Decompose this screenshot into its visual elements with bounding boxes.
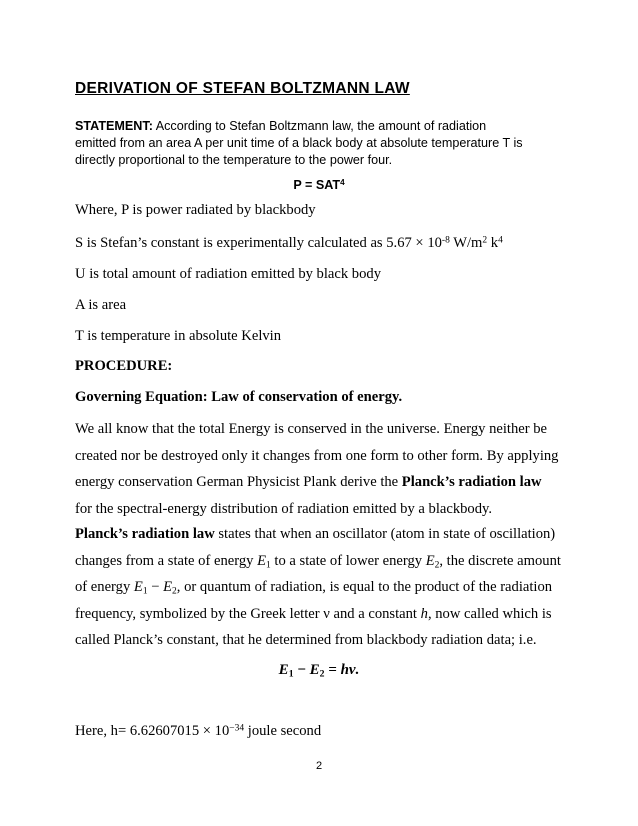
energy-e2: E [425,552,435,569]
paragraph-2-line-5: called Planck’s constant, that he determined from blackbody radiation data; i.e. [75,632,537,648]
eq-e1: E [278,662,289,678]
stefan-formula-exponent: 4 [340,177,345,187]
definition-a: A is area [75,297,127,313]
definition-s-unit-2: k [487,235,499,251]
planck-constant-unit: joule second [244,723,322,739]
statement-line-3: directly proportional to the temperature to the power four. [75,153,393,167]
energy-e1-b: E [133,579,143,595]
statement-line-2: emitted from an area A per unit time of a black body at absolute temperature T is [75,136,523,150]
energy-e1-subscript: 1 [266,559,271,570]
energy-e1: E [257,552,267,569]
planck-law-term: Planck’s radiation law [401,474,542,490]
definition-p: Where, P is power radiated by blackbody [75,202,316,218]
paragraph-1-line-2: created nor be destroyed only it changes from one form to other form. By applying [75,447,559,464]
statement-label: STATEMENT: [75,119,153,133]
page-title: DERIVATION OF STEFAN BOLTZMANN LAW [75,80,410,97]
paragraph-2-line-4a: frequency, symbolized by the Greek letter ν and a constant [75,605,421,622]
planck-constant-value [75,723,321,740]
energy-equation [0,662,638,679]
energy-conservation-paragraph [75,416,565,522]
paragraph-2-line-1: states that when an oscillator (atom in state of oscillation) [214,526,556,542]
eq-e2: E [309,662,320,678]
paragraph-2-line-3a: of energy [75,579,134,595]
definition-s [75,235,503,252]
definition-s-unit-1-exponent: 2 [482,235,488,246]
planck-constant-text: Here, h= 6.62607015 × 10 [75,723,230,739]
eq-e1-subscript: 1 [288,668,294,680]
stefan-formula [0,178,638,192]
definition-u: U is total amount of radiation emitted by black body [75,266,381,282]
definition-s-unit-1: W/m [449,235,483,251]
planck-h: h [420,605,428,622]
statement-line-1: According to Stefan Boltzmann law, the amount of radiation [152,119,487,133]
eq-minus: − [293,662,310,678]
energy-e2-subscript: 2 [434,559,440,570]
eq-rhs: = hν. [324,662,360,678]
paragraph-1-line-4: for the spectral-energy distribution of radiation emitted by a blackbody. [75,500,493,517]
paragraph-2-line-2a: changes from a state of energy [75,552,258,569]
definition-s-unit-2-exponent: 4 [498,235,503,246]
paragraph-2-line-3c: , or quantum of radiation, is equal to the product of the radiation [176,579,553,595]
paragraph-2-line-2c: , the discrete amount [439,552,561,569]
paragraph-2-line-4b: , now called which is [427,605,552,622]
paragraph-2-line-2b: to a state of lower energy [270,552,426,569]
energy-e1-b-subscript: 1 [142,586,148,597]
paragraph-1-line-1: We all know that the total Energy is conserved in the universe. Energy neither be [75,421,548,437]
energy-e2-b-subscript: 2 [172,586,177,597]
definition-s-text: S is Stefan’s constant is experimentally calculated as 5.67 × 10 [75,235,442,251]
procedure-heading: PROCEDURE: [75,358,173,374]
stefan-formula-lhs: P = SAT [293,178,341,192]
eq-e2-subscript: 2 [319,668,325,680]
paragraph-1-line-3: energy conservation German Physicist Plank derive the [75,474,402,490]
page-number: 2 [315,760,323,772]
planck-law-paragraph [75,521,565,654]
governing-equation-heading: Governing Equation: Law of conservation of energy. [75,389,403,405]
planck-law-term-2: Planck’s radiation law [75,526,215,542]
definition-s-exponent: -8 [441,235,450,246]
energy-e2-b: E [163,579,173,595]
planck-constant-exponent: −34 [229,723,245,734]
statement-paragraph [75,118,565,169]
definition-t: T is temperature in absolute Kelvin [75,328,282,344]
paragraph-2-minus: − [147,579,164,595]
